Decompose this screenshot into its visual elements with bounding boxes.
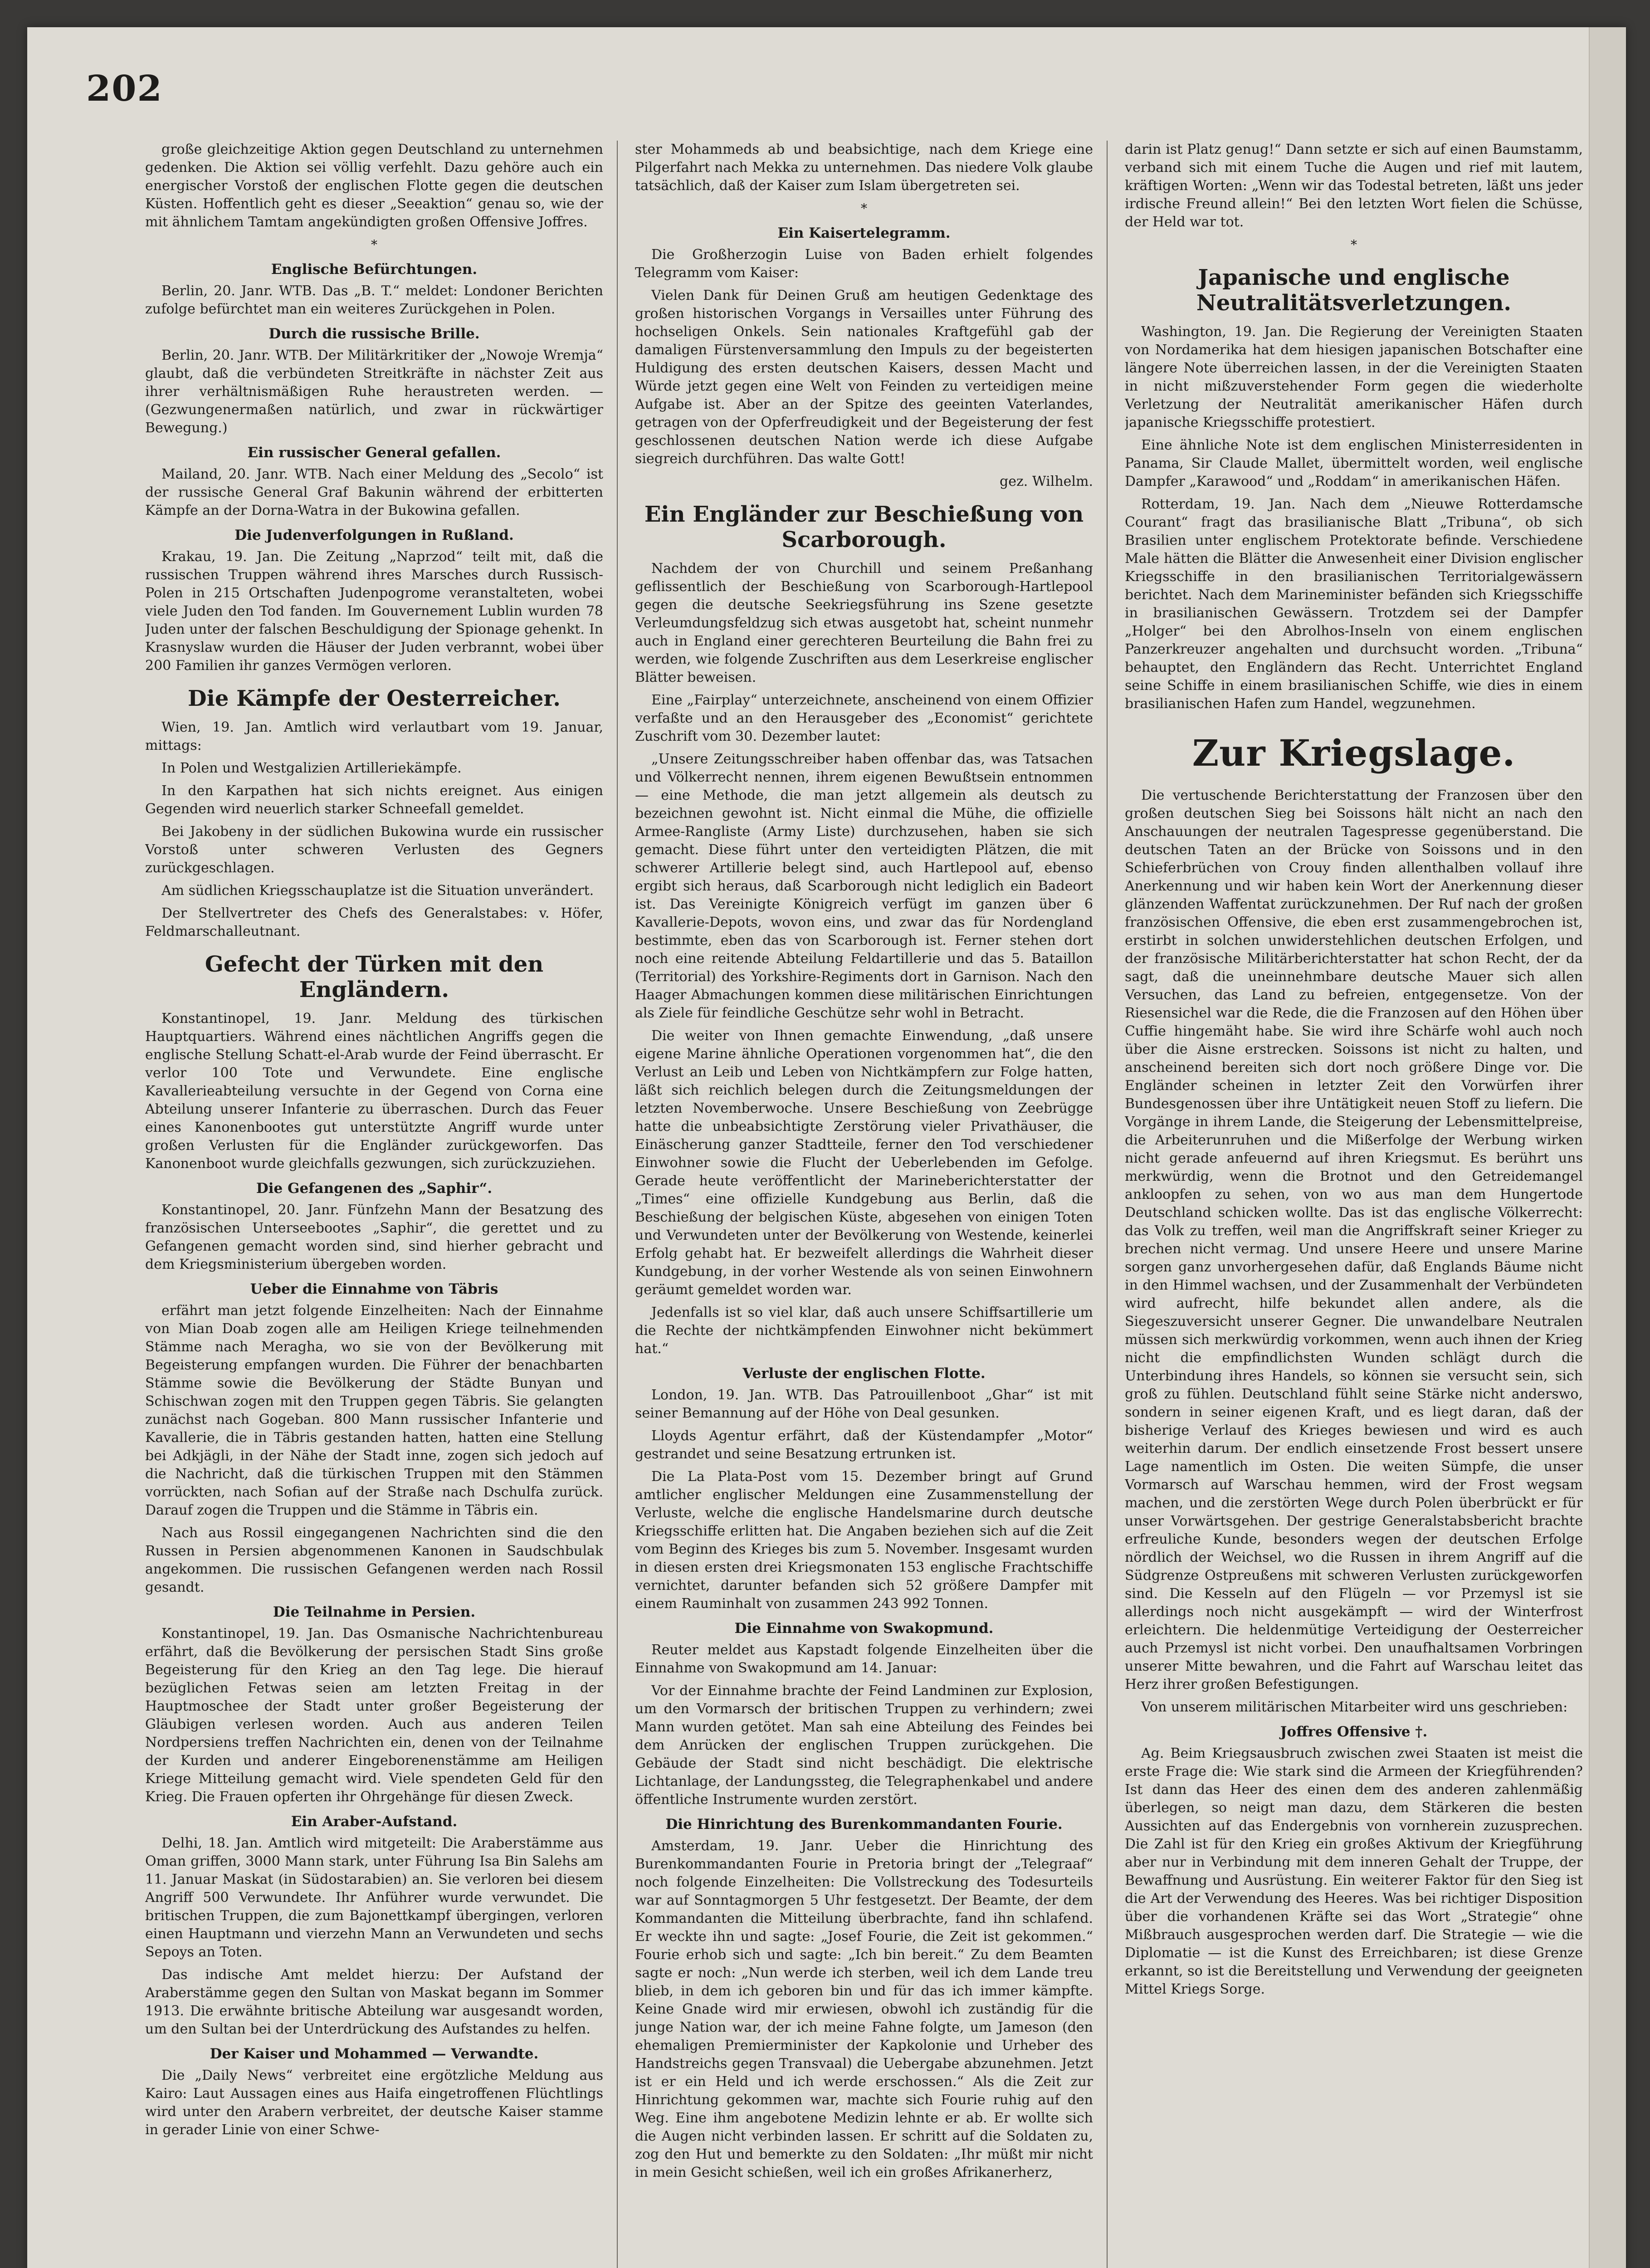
paragraph: große gleichzeitige Aktion gegen Deutschland zu unternehmen gedenken. Die Aktion sei völlig verfehlt. Dazu gehöre auch ein energischer Vorstoß der englischen Flotte gegen die deutschen Küsten. Hoffentlich geht es dieser „Seeaktion“ genau so, wie der mit ähnlichem Tamtam angekündigten großen Offensive Joffres.: [145, 142, 603, 230]
paragraph: Die „Daily News“ verbreitet eine ergötzliche Meldung aus Kairo: Laut Aussagen eines aus Haifa eingetroffenen Flüchtlings wird unter den Arabern verbreitet, der deutsche Kaiser stamme in gerader Linie von einer Schwe-: [145, 2068, 603, 2138]
section-heading: Joffres Offensive †.: [1280, 1724, 1428, 1740]
paragraph: In Polen und Westgalizien Artilleriekämpfe.: [161, 760, 462, 776]
paragraph: Konstantinopel, 19. Jan. Das Osmanische Nachrichtenbureau erfährt, daß die Bevölkerung der persischen Stadt Sins große Begeisterung für den Krieg an den Tag lege. Die hierauf bezüglichen Fetwas seien am letzten Freitag in der Hauptmoschee der Stadt unter großer Begeisterung der Gläubigen verlesen worden. Auch aus anderen Teilen Nordpersiens treffen Nachrichten ein, denen von der Teilnahme der Kurden und anderer Eingeborenenstämme am Heiligen Kriege Mitteilung gemacht wird. Viele spendeten Geld für den Krieg. Die Frauen opferten ihr Ohrgehänge für diesen Zweck.: [145, 1626, 603, 1805]
article-headline: Japanische und englische Neutralitätsverletzungen.: [1196, 265, 1512, 316]
paragraph: Krakau, 19. Jan. Die Zeitung „Naprzod“ teilt mit, daß die russischen Truppen während ihres Marsches durch Russisch-Polen in 215 Ortschaften Judenpogrome veranstalteten, wobei viele Juden den Tod fanden. Im Gouvernement Lublin wurden 78 Juden unter der falschen Beschuldigung der Spionage gehenkt. In Krasnyslaw wurden die Häuser der Juden verbrannt, wobei über 200 Familien ihr ganzes Vermögen verloren.: [145, 549, 603, 674]
paragraph: Am südlichen Kriegsschauplatze ist die Situation unverändert.: [161, 883, 594, 899]
paragraph: darin ist Platz genug!“ Dann setzte er sich auf einen Baumstamm, verband sich mit einem Tuche die Augen und rief mit lautem, kräftigen Worten: „Wenn wir das Todestal betreten, läßt uns jeder irdische Freund allein!“ Bei den letzten Wort fielen die Schüsse, der Held war tot.: [1125, 142, 1583, 230]
paragraph: Das indische Amt meldet hierzu: Der Aufstand der Araberstämme gegen den Sultan von Maskat begann im Sommer 1913. Die erwähnte britische Abteilung war ausgesandt worden, um den Sultan bei der Unterdrückung des Aufstandes zu helfen.: [145, 1967, 603, 2037]
section-heading: Der Kaiser und Mohammed — Verwandte.: [210, 2046, 539, 2062]
paragraph: Jedenfalls ist so viel klar, daß auch unsere Schiffsartillerie um die Rechte der nichtkämpfenden Einwohner nicht bekümmert hat.“: [635, 1305, 1093, 1357]
paragraph: Von unserem militärischen Mitarbeiter wird uns geschrieben:: [1141, 1699, 1568, 1715]
paragraph: Mailand, 20. Janr. WTB. Nach einer Meldung des „Secolo“ ist der russische General Graf Bakunin während der erbitterten Kämpfe an der Dorna-Watra in der Bukowina gefallen.: [145, 466, 603, 518]
paragraph: London, 19. Jan. WTB. Das Patrouillenboot „Ghar“ ist mit seiner Bemannung auf der Höhe von Deal gesunken.: [635, 1387, 1093, 1421]
section-heading: Ein russischer General gefallen.: [247, 445, 501, 461]
separator-star: *: [371, 237, 377, 252]
paragraph: Amsterdam, 19. Janr. Ueber die Hinrichtung des Burenkommandanten Fourie in Pretoria bringt der „Telegraaf“ noch folgende Einzelheiten: Die Vollstreckung des Todesurteils war auf Sonntagmorgen 5 Uhr festgesetzt. Der Beamte, der dem Kommandanten die Mitteilung überbrachte, fand ihn schlafend. Er weckte ihn und sagte: „Josef Fourie, die Zeit ist gekommen.“ Fourie erhob sich und sagte: „Ich bin bereit.“ Zu dem Beamten sagte er noch: „Nun werde ich sterben, weil ich dem Lande treu blieb, in dem ich geboren bin und für das ich immer kämpfte. Keine Gnade wird mir erwiesen, obwohl ich zuständig für die junge Nation war, der ich meine Fahne folgte, um Jameson (den ehemaligen Premierminister der Kapkolonie und Urheber des Handstreichs gegen Transvaal) die Uebergabe abzunehmen. Jetzt ist er ein Held und ich werde erschossen.“ Als die Zeit zur Hinrichtung gekommen war, machte sich Fourie ruhig auf den Weg. Eine ihm angebotene Medizin lehnte er ab. Er wollte sich die Augen nicht verbinden lassen. Er schritt auf die Soldaten zu, zog den Hut und bemerkte zu den Soldaten: „Ihr müßt mir nicht in mein Gesicht schießen, weil ich ein großes Afrikanerherz,: [635, 1838, 1093, 2180]
section-heading: Englische Befürchtungen.: [271, 261, 478, 278]
paragraph: Rotterdam, 19. Jan. Nach dem „Nieuwe Rotterdamsche Courant“ fragt das brasilianische Blatt „Tribuna“, ob sich Brasilien unter englischem Protektorate befinde. Verschiedene Male hätten die Blätter die Anwesenheit einer Division englischer Kriegsschiffe in den brasilianischen Territorialgewässern berichtet. Nach dem Marineminister befänden sich Kriegsschiffe in brasilianischen Gewässern. Trotzdem sei der Dampfer „Holger“ bei den Abrolhos-Inseln von einem englischen Panzerkreuzer angehalten und durchsucht worden. „Tribuna“ behauptet, den Engländern das Recht. Unterrichtet England seine Schiffe in einem brasilianischen Schiffe, wie dies in einem brasilianischen Hafen zum Handel, wegzunehmen.: [1125, 496, 1583, 712]
page-number: 202: [86, 68, 163, 109]
section-heading: Ueber die Einnahme von Täbris: [250, 1281, 498, 1297]
paragraph: In den Karpathen hat sich nichts ereignet. Aus einigen Gegenden wird neuerlich starker Schneefall gemeldet.: [145, 783, 603, 817]
paragraph: Die La Plata-Post vom 15. Dezember bringt auf Grund amtlicher englischer Meldungen eine Zusammenstellung der Verluste, welche die englische Handelsmarine durch deutsche Kriegsschiffe erlitten hat. Die Angaben beziehen sich auf die Zeit vom Beginn des Krieges bis zum 5. November. Insgesamt wurden in diesen ersten drei Kriegsmonaten 153 englische Frachtschiffe vernichtet, darunter befanden sich 52 größere Dampfer mit einem Rauminhalt von zusammen 243 992 Tonnen.: [635, 1469, 1093, 1612]
section-heading: Die Teilnahme in Persien.: [273, 1604, 476, 1620]
column-rule: [1107, 141, 1108, 2268]
paragraph: erfährt man jetzt folgende Einzelheiten: Nach der Einnahme von Mian Doab zogen alle am Heiligen Kriege teilnehmenden Stämme nach Meragha, wo sie von der Bevölkerung mit Begeisterung empfangen wurden. Die Führer der benachbarten Stämme sowie die Bevölkerung der Städte Bunyan und Schischwan zogen mit den Truppen gegen Täbris. Sie gelangten zunächst nach Gogeban. 800 Mann russischer Infanterie und Kavallerie, die in Täbris gestanden hatten, hatten eine Stellung bei Adkjägli, in der Nähe der Stadt inne, zogen sich jedoch auf die Nachricht, daß die türkischen Truppen mit den Stämmen vorrückten, nach Sofian auf der Straße nach Dschulfa zurück. Darauf zogen die Truppen und die Stämme in Täbris ein.: [145, 1303, 603, 1518]
column-rule: [617, 141, 618, 2268]
section-heading: Ein Kaisertelegramm.: [777, 225, 951, 241]
paragraph: Die weiter von Ihnen gemachte Einwendung, „daß unsere eigene Marine ähnliche Operationen vorgenommen hat“, die den Verlust an Leib und Leben von Nichtkämpfern zur Folge hatten, läßt sich reichlich belegen durch die Zeitungsmeldungen der letzten Novemberwoche. Unsere Beschießung von Zeebrügge hatte die unbeabsichtigte Zerstörung vieler Privathäuser, die Einäscherung ganzer Stadtteile, ferner den Tod verschiedener Einwohner sowie die Flucht der Ueberlebenden im Gefolge. Gerade heute veröffentlicht der Marineberichterstatter der „Times“ eine offizielle Kundgebung aus Berlin, daß die Beschießung der belgischen Küste, abgesehen von einigen Toten und Verwundeten unter der Bevölkerung von Westende, keinerlei Erfolg gehabt hat. Er bezweifelt allerdings die Wahrheit dieser Kundgebung, in der vorher Westende als von seinen Einwohnern geräumt gemeldet worden war.: [635, 1028, 1093, 1298]
paragraph: Delhi, 18. Jan. Amtlich wird mitgeteilt: Die Araberstämme aus Oman griffen, 3000 Mann stark, unter Führung Isa Bin Salehs am 11. Januar Maskat (in Südostarabien) an. Sie verloren bei diesem Angriff 500 Verwundete. Ihr Anführer wurde verwundet. Die britischen Truppen, die zum Bajonettkampf übergingen, verloren einen Hauptmann und vierzehn Mann an Verwundeten und sechs Sepoys an Toten.: [145, 1835, 603, 1960]
section-heading: Ein Araber-Aufstand.: [291, 1813, 458, 1830]
paragraph: Eine „Fairplay“ unterzeichnete, anscheinend von einem Offizier verfaßte und an den Herausgeber des „Economist“ gerichtete Zuschrift vom 30. Dezember lautet:: [635, 692, 1093, 744]
paragraph: Washington, 19. Jan. Die Regierung der Vereinigten Staaten von Nordamerika hat dem hiesigen japanischen Botschafter eine längere Note überreichen lassen, in der die Vereinigten Staaten in nicht mißzuverstehender Form gegen die wiederholte Verletzung der Neutralität amerikanischer Häfen durch japanische Kriegsschiffe protestiert.: [1125, 324, 1583, 430]
next-page-edge: [1589, 27, 1626, 2268]
main-headline: Zur Kriegslage.: [1192, 732, 1516, 774]
paragraph: Ag. Beim Kriegsausbruch zwischen zwei Staaten ist meist die erste Frage die: Wie stark sind die Armeen der Kriegführenden? Ist dann das Heer des einen dem des anderen zahlenmäßig überlegen, so neigt man dazu, dem Stärkeren die besten Aussichten auf das Endergebnis von vornherein zuzusprechen. Die Zahl ist für den Krieg ein großes Aktivum der Kriegführung aber nur in Verbindung mit dem inneren Gehalt der Truppe, der Bewaffnung und Ausrüstung. Ein weiterer Faktor für den Sieg ist die Art der Verwendung des Heeres. Was bei richtiger Disposition über die vorhandenen Kräfte sei das Wort „Strategie“ ohne Mißbrauch ausgesprochen werden darf. Die Strategie — wie die Diplomatie — ist die Kunst des Erreichbaren; ist diese Grenze erkannt, so ist die Bereitstellung und Verwendung der geeigneten Mittel Kriegs Sorge.: [1125, 1745, 1583, 1997]
paragraph: Der Stellvertreter des Chefs des Generalstabes: v. Höfer, Feldmarschalleutnant.: [145, 905, 603, 939]
section-heading: Die Hinrichtung des Burenkommandanten Fourie.: [665, 1816, 1063, 1833]
paragraph: Berlin, 20. Janr. WTB. Der Militärkritiker der „Nowoje Wremja“ glaubt, daß die verbündeten Streitkräfte in nächster Zeit aus ihrer verhältnismäßigen Ruhe heraustreten werden. — (Gezwungenermaßen natürlich, und zwar in rückwärtiger Bewegung.): [145, 347, 603, 436]
newspaper-page: [27, 27, 1626, 2268]
section-heading: Durch die russische Brille.: [268, 326, 480, 342]
paragraph: ster Mohammeds ab und beabsichtige, nach dem Kriege eine Pilgerfahrt nach Mekka zu unternehmen. Das niedere Volk glaube tatsächlich, daß der Kaiser zum Islam übergetreten sei.: [635, 142, 1093, 194]
paragraph: Nach aus Rossil eingegangenen Nachrichten sind die den Russen in Persien abgenommenen Kanonen in Saudschbulak angekommen. Die russischen Gefangenen werden nach Rossil gesandt.: [145, 1525, 603, 1595]
paragraph: „Unsere Zeitungsschreiber haben offenbar das, was Tatsachen und Völkerrecht nennen, ihrem eigenen Bewußtsein entnommen — eine Methode, die man jetzt allgemein als deutsch zu bezeichnen gewohnt ist. Nicht einmal die Mühe, die offizielle Armee-Rangliste (Army Liste) durchzusehen, haben sie sich gemacht. Diese führt unter den verteidigten Plätzen, die mit schwerer Artillerie belegt sind, auch Hartlepool auf, ebenso ergibt sich heraus, daß Scarborough nicht lediglich ein Badeort ist. Das Vereinigte Königreich verfügt im ganzen über 6 Kavallerie-Depots, wovon eins, und zwar das für Nordengland bestimmte, eben das von Scarborough ist. Ferner stehen dort noch eine reitende Abteilung Feldartillerie und das 5. Bataillon (Territorial) des Yorkshire-Regiments dort in Garnison. Nach den Haager Abmachungen kommen diese militärischen Einrichtungen als Ziele für feindliche Geschütze sehr wohl in Betracht.: [635, 751, 1093, 1021]
column-2: [635, 141, 1093, 2268]
paragraph: Reuter meldet aus Kapstadt folgende Einzelheiten über die Einnahme von Swakopmund am 14. Januar:: [635, 1642, 1093, 1676]
article-headline: Die Kämpfe der Oesterreicher.: [188, 686, 561, 711]
article-headline: Ein Engländer zur Beschießung von Scarborough.: [644, 502, 1084, 552]
paragraph: Die vertuschende Berichterstattung der Franzosen über den großen deutschen Sieg bei Soissons hält nicht an nach den Anschauungen der neutralen Tagespresse gegenüberstand. Die deutschen Taten an der Brücke von Soissons und in den Schieferbrüchen von Crouy finden allenthalben vollauf ihre Anerkennung und wir haben kein Wort der Anerkennung dieser glänzenden Waffentat zurückzunehmen. Der Ruf nach der großen französischen Offensive, die eben erst zusammengebrochen ist, erstirbt in solchen unwiderstehlichen deutschen Erfolgen, und der französische Militärberichterstatter hat schon Recht, der da sagt, daß die uneinnehmbare deutsche Mauer sich allen Versuchen, das Land zu befreien, entgegensetze. Von der Riesensichel war die Rede, die die Franzosen auf den Höhen über Cuffie hingemäht habe. Sie wird ihre Schärfe wohl auch noch über die Aisne erstrecken. Soissons ist nicht zu halten, und anscheinend bereiten sich dort noch größere Dinge vor. Die Engländer scheinen in letzter Zeit den Vorwürfen ihrer Bundesgenossen über ihre Untätigkeit neuen Stoff zu liefern. Die Vorgänge in ihrem Lande, die Steigerung der Lebensmittelpreise, die Arbeiterunruhen und die Mißerfolge der Werbung wirken nicht gerade anfeuernd auf ihren Kriegsmut. Es berührt uns merkwürdig, wenn die Brotnot und den Getreidemangel ankloopfen zu sehen, von wo aus man dem Hungertode Deutschland schicken wollte. Das ist das englische Völkerrecht: das Volk zu treffen, weil man die Angriffskraft seiner Krieger zu brechen nicht vermag. Und unsere Heere und unsere Marine sorgen ganz unvorhergesehen dafür, daß Englands Bäume nicht in den Himmel wachsen, und der Zusammenhalt der Verbündeten wird aufrecht, hilfe bekundet allen andere, als die Siegeszuversicht unserer Gegner. Die unwandelbare Neutralen müssen sich merkwürdig vorkommen, wenn auch ihnen der Krieg nicht die empfindlichsten Wunden schlägt durch die Unterbindung ihres Handels, so können sie versucht sein, sich groß zu fühlen. Deutschland fühlt seine Stärke nicht anderswo, sondern in seiner eigenen Kraft, und es liegt daran, daß der bisherige Verlauf des Krieges bewiesen und wird es auch weiterhin darum. Der endlich einsetzende Frost bessert unsere Lage namentlich im Osten. Die weiten Sümpfe, die unser Vormarsch auf Warschau hemmen, wird der Frost wegsam machen, und die zerstörten Wege durch Polen überbrückt er für unser Vorwärtsgehen. Der gestrige Generalstabsbericht brachte erfreuliche Kunde, besonders wegen der deutschen Erfolge nördlich der Weichsel, wo die Russen in ihrem Angriff auf die Südgrenze Ostpreußens mit schweren Verlusten zurückgeworfen sind. Die Kesseln auf den Flügeln — vor Przemysl ist sie allerdings noch nicht ausgekämpft — wird der Winterfrost erleichtern. Die heldenmütige Verteidigung der Oesterreicher auch Przemysl ist nicht vorbei. Den unaufhaltsamen Vorbringen unserer Mitte bewahren, und die Fahrt auf Warschau leitet das Herz ihrer großen Befestigungen.: [1125, 787, 1583, 1692]
paragraph: Konstantinopel, 20. Janr. Fünfzehn Mann der Besatzung des französischen Unterseebootes „Saphir“, die gerettet und zu Gefangenen gemacht worden sind, sind hierher gebracht und dem Kriegsministerium übergeben worden.: [145, 1202, 603, 1272]
paragraph: Lloyds Agentur erfährt, daß der Küstendampfer „Motor“ gestrandet und seine Besatzung ertrunken ist.: [635, 1428, 1093, 1462]
section-heading: Die Einnahme von Swakopmund.: [734, 1620, 994, 1637]
signature: gez. Wilhelm.: [1000, 474, 1093, 489]
paragraph: Bei Jakobeny in der südlichen Bukowina wurde ein russischer Vorstoß unter schweren Verlusten des Gegners zurückgeschlagen.: [145, 824, 603, 876]
section-heading: Die Judenverfolgungen in Rußland.: [234, 527, 514, 543]
paragraph: Vor der Einnahme brachte der Feind Landminen zur Explosion, um den Vormarsch der britischen Truppen zu verhindern; zwei Mann wurden getötet. Man sah eine Abteilung des Feindes bei dem Anrücken der englischen Truppen zurückgehen. Die Gebäude der Stadt sind nicht beschädigt. Die elektrische Lichtanlage, der Landungssteg, die Telegraphenkabel und andere öffentliche Instrumente wurden zerstört.: [635, 1683, 1093, 1808]
paragraph: Vielen Dank für Deinen Gruß am heutigen Gedenktage des großen historischen Vorgangs in Versailles unter Führung des hochseligen Onkels. Sein nationales Kraftgefühl gab der damaligen Fürstenversammlung den Impuls zu der begeisterten Huldigung des ersten deutschen Kaisers, dessen Macht und Würde jetzt gegen eine Welt von Feinden zu verteidigen meine Aufgabe ist. Aber an der Spitze des geeinten Vaterlandes, getragen von der Opferfreudigkeit und der Begeisterung der fest geschlossenen deutschen Nation werde ich diese Aufgabe siegreich durchführen. Das walte Gott!: [635, 288, 1093, 467]
article-headline: Gefecht der Türken mit den Engländern.: [205, 952, 544, 1002]
paragraph: Berlin, 20. Janr. WTB. Das „B. T.“ meldet: Londoner Berichten zufolge befürchtet man ein weiteres Zurückgehen in Polen.: [145, 283, 603, 317]
column-3: [1125, 141, 1583, 2268]
paragraph: Die Großherzogin Luise von Baden erhielt folgendes Telegramm vom Kaiser:: [635, 247, 1093, 281]
column-1: [145, 141, 603, 2268]
paragraph: Nachdem der von Churchill und seinem Preßanhang geflissentlich der Beschießung von Scarborough-Hartlepool gegen die deutsche Seekriegsführung ins Szene gesetzte Verleumdungsfeldzug sich etwas ausgetobt hat, scheint nunmehr auch in England einer gerechteren Beurteilung die Bahn frei zu werden, wie folgende Zuschriften aus dem Leserkreise englischer Blätter beweisen.: [635, 561, 1093, 685]
paragraph: Wien, 19. Jan. Amtlich wird verlautbart vom 19. Januar, mittags:: [145, 719, 603, 753]
paragraph: Eine ähnliche Note ist dem englischen Ministerresidenten in Panama, Sir Claude Mallet, übermittelt worden, weil englische Dampfer „Karawood“ und „Roddam“ in amerikanischen Häfen.: [1125, 437, 1583, 489]
section-heading: Verluste der englischen Flotte.: [742, 1365, 986, 1382]
separator-star: *: [1351, 237, 1357, 252]
separator-star: *: [861, 201, 867, 216]
paragraph: Konstantinopel, 19. Janr. Meldung des türkischen Hauptquartiers. Während eines nächtlichen Angriffs gegen die englische Stellung Schatt-el-Arab wurde der Feind überrascht. Er verlor 100 Tote und Verwundete. Eine englische Kavallerieabteilung versuchte in der Gegend von Corna eine Abteilung unserer Infanterie zu überraschen. Durch das Feuer eines Kanonenbootes gut unterstützte Angriff wurde unter großen Verlusten für die Engländer zurückgeworfen. Das Kanonenboot wurde gleichfalls gezwungen, sich zurückzuziehen.: [145, 1011, 603, 1172]
section-heading: Die Gefangenen des „Saphir“.: [256, 1180, 493, 1197]
